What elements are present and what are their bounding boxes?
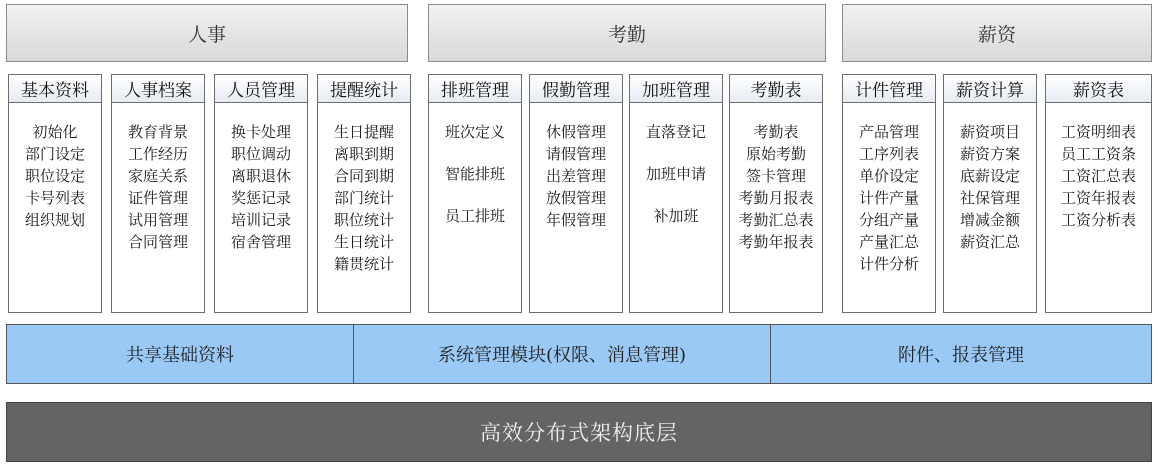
module-item: 考勤表 bbox=[753, 123, 799, 141]
system-management-module: 系统管理模块(权限、消息管理) bbox=[353, 325, 770, 383]
module-overtime-management bbox=[629, 74, 723, 313]
module-item: 直落登记 bbox=[645, 123, 706, 141]
module-item: 工作经历 bbox=[127, 145, 188, 163]
module-item: 培训记录 bbox=[230, 211, 291, 229]
module-item: 卡号列表 bbox=[24, 189, 85, 207]
module-item-list bbox=[944, 103, 1036, 253]
module-item: 底薪设定 bbox=[959, 167, 1020, 185]
module-item: 职位设定 bbox=[24, 167, 85, 185]
shared-services-bar bbox=[6, 324, 1152, 384]
module-item: 休假管理 bbox=[545, 123, 606, 141]
module-item: 试用管理 bbox=[127, 211, 188, 229]
module-payroll-sheet bbox=[1045, 74, 1152, 313]
category-label: 薪资 bbox=[977, 23, 1016, 46]
module-personnel-files bbox=[111, 74, 205, 313]
module-item: 初始化 bbox=[32, 123, 78, 141]
module-item: 部门统计 bbox=[333, 189, 394, 207]
module-item: 宿舍管理 bbox=[230, 233, 291, 251]
module-item: 加班申请 bbox=[645, 165, 706, 183]
module-item: 年假管理 bbox=[545, 211, 606, 229]
category-label: 人事 bbox=[187, 23, 226, 46]
architecture-base-layer bbox=[6, 402, 1152, 462]
module-item: 离职退休 bbox=[230, 167, 291, 185]
module-item: 薪资方案 bbox=[959, 145, 1020, 163]
module-title: 加班管理 bbox=[630, 75, 722, 103]
module-item: 单价设定 bbox=[858, 167, 919, 185]
module-item: 签卡管理 bbox=[745, 167, 806, 185]
module-item: 考勤月报表 bbox=[738, 189, 814, 207]
module-reminder-stats bbox=[317, 74, 411, 313]
module-item: 员工排班 bbox=[444, 207, 505, 225]
module-item: 考勤汇总表 bbox=[738, 211, 814, 229]
module-item-list bbox=[1046, 103, 1151, 231]
module-item: 工资明细表 bbox=[1060, 123, 1136, 141]
module-title: 考勤表 bbox=[730, 75, 822, 103]
category-label: 考勤 bbox=[607, 23, 646, 46]
module-item: 家庭关系 bbox=[127, 167, 188, 185]
module-item: 原始考勤 bbox=[745, 145, 806, 163]
module-attendance-sheet bbox=[729, 74, 823, 313]
module-item: 增减金额 bbox=[959, 211, 1020, 229]
category-payroll bbox=[842, 4, 1152, 62]
module-item: 工资年报表 bbox=[1060, 189, 1136, 207]
module-item: 薪资汇总 bbox=[959, 233, 1020, 251]
module-item: 放假管理 bbox=[545, 189, 606, 207]
module-title: 计件管理 bbox=[843, 75, 935, 103]
module-item-list bbox=[630, 103, 722, 237]
module-item: 证件管理 bbox=[127, 189, 188, 207]
module-item: 工资分析表 bbox=[1060, 211, 1136, 229]
module-item: 生日统计 bbox=[333, 233, 394, 251]
module-basic-info bbox=[8, 74, 102, 313]
module-item-list bbox=[429, 103, 521, 237]
module-title: 提醒统计 bbox=[318, 75, 410, 103]
module-title: 人事档案 bbox=[112, 75, 204, 103]
category-attendance bbox=[428, 4, 826, 62]
module-item-list bbox=[112, 103, 204, 253]
base-layer-label: 高效分布式架构底层 bbox=[480, 421, 678, 445]
module-item: 部门设定 bbox=[24, 145, 85, 163]
module-item: 离职到期 bbox=[333, 145, 394, 163]
module-title: 人员管理 bbox=[215, 75, 307, 103]
module-item: 计件分析 bbox=[858, 255, 919, 273]
module-item: 组织规划 bbox=[24, 211, 85, 229]
module-staff-management bbox=[214, 74, 308, 313]
module-item: 补加班 bbox=[653, 207, 699, 225]
module-item-list bbox=[215, 103, 307, 253]
module-item: 社保管理 bbox=[959, 189, 1020, 207]
module-item: 班次定义 bbox=[444, 123, 505, 141]
module-item: 职位统计 bbox=[333, 211, 394, 229]
module-leave-management bbox=[529, 74, 623, 313]
module-item-list bbox=[9, 103, 101, 231]
module-item: 请假管理 bbox=[545, 145, 606, 163]
category-hr bbox=[6, 4, 408, 62]
module-item-list bbox=[730, 103, 822, 253]
module-title: 基本资料 bbox=[9, 75, 101, 103]
module-item: 生日提醒 bbox=[333, 123, 394, 141]
module-payroll-calculation bbox=[943, 74, 1037, 313]
module-item: 奖惩记录 bbox=[230, 189, 291, 207]
module-item: 换卡处理 bbox=[230, 123, 291, 141]
module-title: 薪资表 bbox=[1046, 75, 1151, 103]
shared-basic-data: 共享基础资料 bbox=[126, 345, 234, 366]
module-item: 出差管理 bbox=[545, 167, 606, 185]
module-item: 合同管理 bbox=[127, 233, 188, 251]
module-item: 产量汇总 bbox=[858, 233, 919, 251]
module-title: 薪资计算 bbox=[944, 75, 1036, 103]
module-item: 分组产量 bbox=[858, 211, 919, 229]
module-piecework-management bbox=[842, 74, 936, 313]
module-item: 工序列表 bbox=[858, 145, 919, 163]
module-title: 假勤管理 bbox=[530, 75, 622, 103]
module-item-list bbox=[318, 103, 410, 275]
module-item: 职位调动 bbox=[230, 145, 291, 163]
module-item: 智能排班 bbox=[444, 165, 505, 183]
module-item-list bbox=[843, 103, 935, 275]
module-item-list bbox=[530, 103, 622, 231]
module-title: 排班管理 bbox=[429, 75, 521, 103]
module-item: 薪资项目 bbox=[959, 123, 1020, 141]
module-item: 产品管理 bbox=[858, 123, 919, 141]
module-item: 计件产量 bbox=[858, 189, 919, 207]
module-item: 考勤年报表 bbox=[738, 233, 814, 251]
module-item: 员工工资条 bbox=[1060, 145, 1136, 163]
attachment-report-management: 附件、报表管理 bbox=[770, 325, 1151, 383]
module-item: 教育背景 bbox=[127, 123, 188, 141]
module-item: 合同到期 bbox=[333, 167, 394, 185]
module-item: 籍贯统计 bbox=[333, 255, 394, 273]
module-item: 工资汇总表 bbox=[1060, 167, 1136, 185]
module-shift-scheduling bbox=[428, 74, 522, 313]
